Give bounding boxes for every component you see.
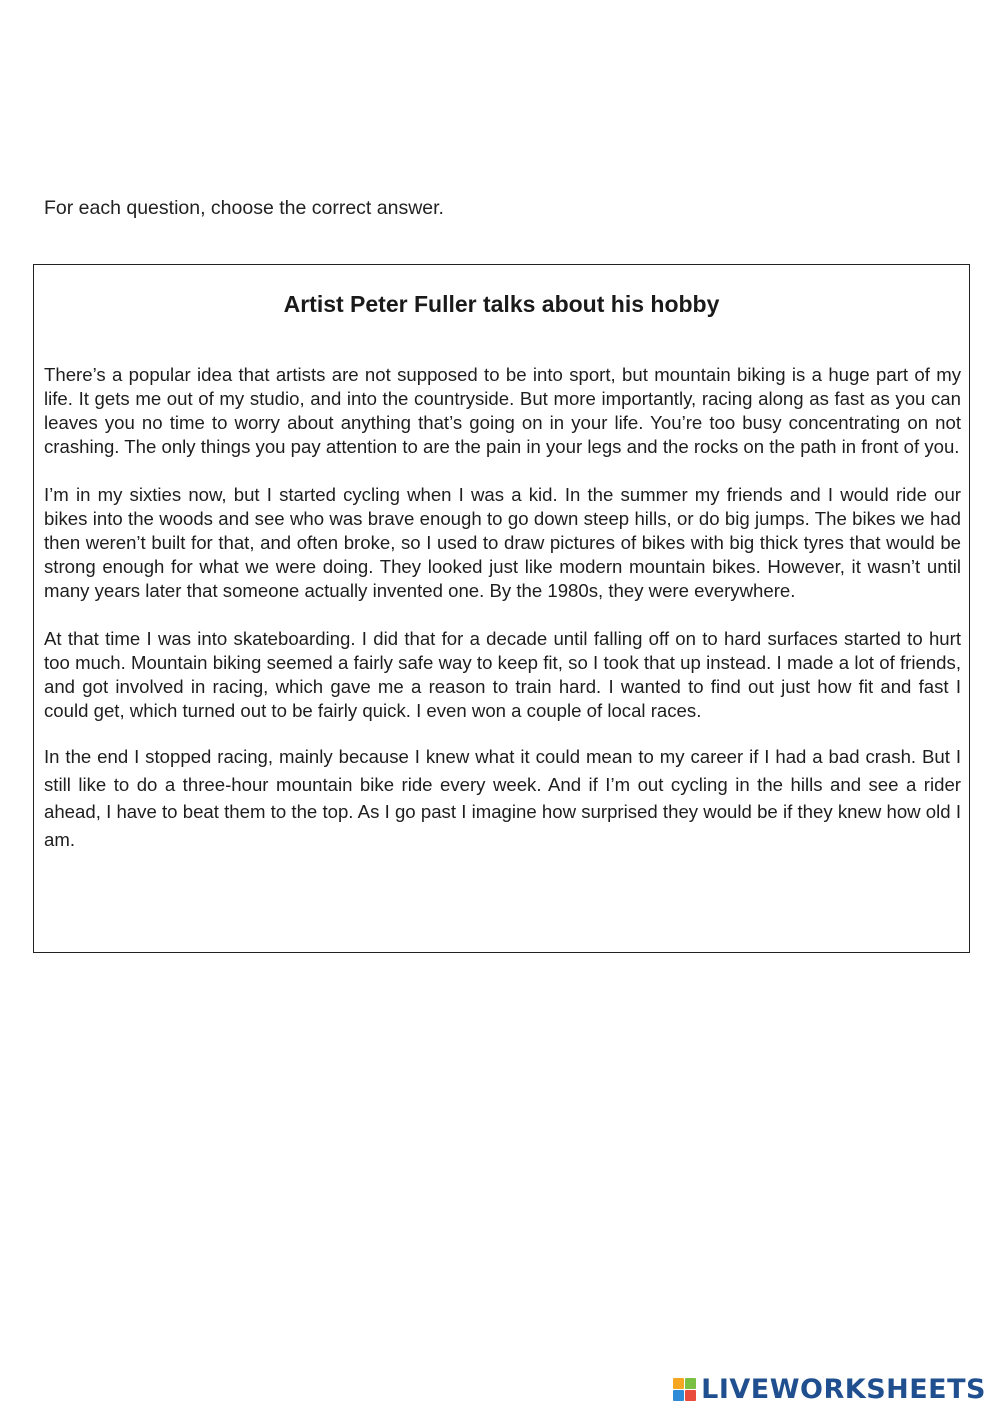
article-paragraph: I’m in my sixties now, but I started cycling when I was a kid. In the summer my friends and I would ride our bikes into the woods and see who was brave enough to go down steep hills, or do big jumps. The bikes we had then weren’t built for that, and often broke, so I used to draw pictures of bikes with big thick tyres that would be strong enough for what we were doing. They looked just like modern mountain bikes. However, it wasn’t until many years later that someone actually invented one. By the 1980s, they were everywhere.: [44, 484, 961, 601]
logo-square: [673, 1378, 684, 1389]
instruction-text: For each question, choose the correct answer.: [44, 197, 444, 219]
article-paragraph: At that time I was into skateboarding. I did that for a decade until falling off on to hard surfaces started to hurt too much. Mountain biking seemed a fairly safe way to keep fit, so I took that up instead. I made a lot of friends, and got involved in racing, which gave me a reason to train hard. I wanted to find out just how fit and fast I could get, which turned out to be fairly quick. I even won a couple of local races.: [44, 628, 961, 721]
liveworksheets-wordmark: LIVEWORKSHEETS: [701, 1373, 986, 1405]
article-body: [44, 363, 961, 877]
logo-square: [673, 1390, 684, 1401]
article-title: Artist Peter Fuller talks about his hobby: [283, 291, 720, 317]
liveworksheets-brand[interactable]: [673, 1374, 986, 1404]
article-box: [33, 264, 970, 953]
liveworksheets-logo-icon: [673, 1378, 696, 1401]
article-paragraph: In the end I stopped racing, mainly because I knew what it could mean to my career if I had a bad crash. But I still like to do a three-hour mountain bike ride every week. And if I’m out cycling in the hills and see a rider ahead, I have to beat them to the top. As I go past I imagine how surprised they would be if they knew how old I am.: [44, 746, 961, 850]
article-paragraph: There’s a popular idea that artists are not supposed to be into sport, but mountain biking is a huge part of my life. It gets me out of my studio, and into the countryside. But more importantly, racing along as fast as you can leaves you no time to worry about anything that’s going on in your life. You’re too busy concentrating on not crashing. The only things you pay attention to are the pain in your legs and the rocks on the path in front of you.: [44, 364, 961, 457]
logo-square: [685, 1390, 696, 1401]
logo-square: [685, 1378, 696, 1389]
